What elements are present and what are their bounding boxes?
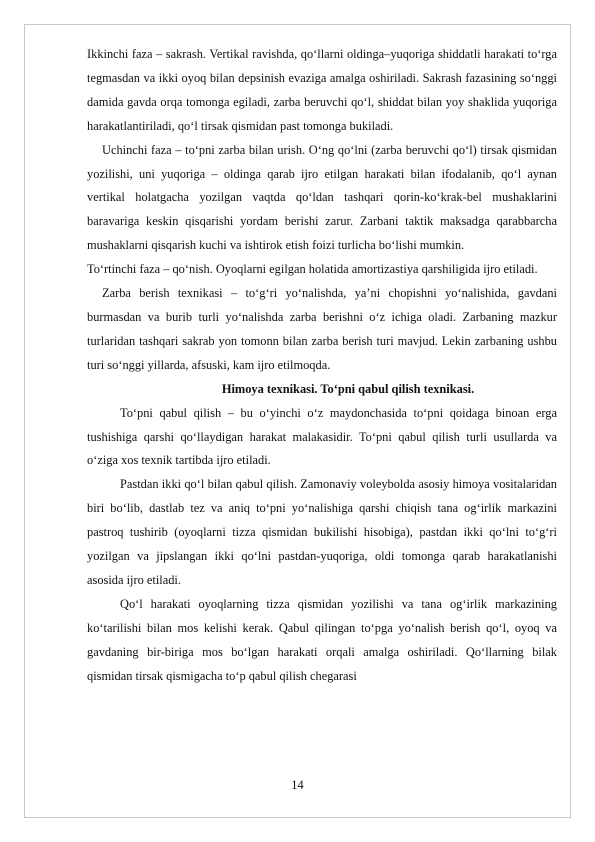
paragraph-attack-technique: Zarba berish texnikasi – to‘g‘ri yo‘nalishda, ya’ni chopishni yo‘nalishida, gavdani burmasdan va burib turli yo‘nalishda zarba berishni o‘z ichiga oladi. Zarbaning mazkur turlaridan tashqari sakrab yon tomonn bilan zarba berish turi mavjud. Lekin zarbaning ushbu turi so‘nggi yillarda, afsuski, kam ijro etilmoqda. xyxy=(87,286,557,372)
document-body xyxy=(87,43,557,688)
paragraph-ball-reception: To‘pni qabul qilish – bu o‘yinchi o‘z maydonchasida to‘pni qoidaga binoan erga tushishiga qarshi qo‘llaydigan harakat malakasidir. To‘pni qabul qilish turli usullarda va o‘ziga xos texnik tartibda ijro etiladi. xyxy=(87,405,557,468)
section-heading: Himoya texnikasi. To‘pni qabul qilish texnikasi. xyxy=(221,381,475,396)
paragraph-underhand-pass: Pastdan ikki qo‘l bilan qabul qilish. Zamonaviy voleybolda asosiy himoya vositalaridan biri bo‘lib, dastlab tez va aniq to‘pni yo‘nalishiga qarshi chiqish tana og‘irlik markazini pastroq tushirib (oyoqlarni tizza qismidan bukilishi hisobiga), pastdan ikki qo‘lni to‘g‘ri yozilgan va jipslangan ikki qo‘lni pastdan-yuqoriga, oldi tomonga qarab harakatlanishi asosida ijro etiladi. xyxy=(87,477,557,587)
paragraph-arm-movement: Qo‘l harakati oyoqlarning tizza qismidan yozilishi va tana og‘irlik markazining ko‘tarilishi bilan mos kelishi kerak. Qabul qilingan to‘pga yo‘nalish berish qo‘l, oyoq va gavdaning bir-biriga mos bo‘lgan harakati orqali amalga oshiriladi. Qo‘llarning bilak qismidan tirsak qismigacha to‘p qabul qilish chegarasi xyxy=(87,596,557,683)
page-number: 14 xyxy=(291,778,304,792)
paragraph-fourth-phase: To‘rtinchi faza – qo‘nish. Oyoqlarni egilgan holatida amortizastiya qarshiligida ijro etiladi. xyxy=(87,262,538,277)
paragraph-second-phase: Ikkinchi faza – sakrash. Vertikal ravishda, qo‘llarni oldinga–yuqoriga shiddatli harakati to‘rga tegmasdan va ikki oyoq bilan depsinish evaziga amalga oshiriladi. Sakrash fazasining so‘nggi damida gavda orqa tomonga egiladi, zarba beruvchi qo‘l, shiddat bilan yoy shaklida yuqoriga harakatlantiriladi, qo‘l tirsak qismidan past tomonga bukiladi. xyxy=(87,47,557,133)
paragraph-third-phase: Uchinchi faza – to‘pni zarba bilan urish. O‘ng qo‘lni (zarba beruvchi qo‘l) tirsak qismidan yozilishi, uni yuqoriga – oldinga qarab ijro etilgan harakati bilan ifodalanib, qo‘l aynan vertikal holatgacha yozilgan vaqtda qo‘ldan tashqari qorin-ko‘krak-bel mushaklarini baravariga keskin qisqarishi yordam berishi zarur. Zarbani taktik maksadga qarabbarcha mushaklarni qisqarish kuchi va ishtirok etish foizi turlicha bo‘lishi mumkin. xyxy=(87,142,557,253)
